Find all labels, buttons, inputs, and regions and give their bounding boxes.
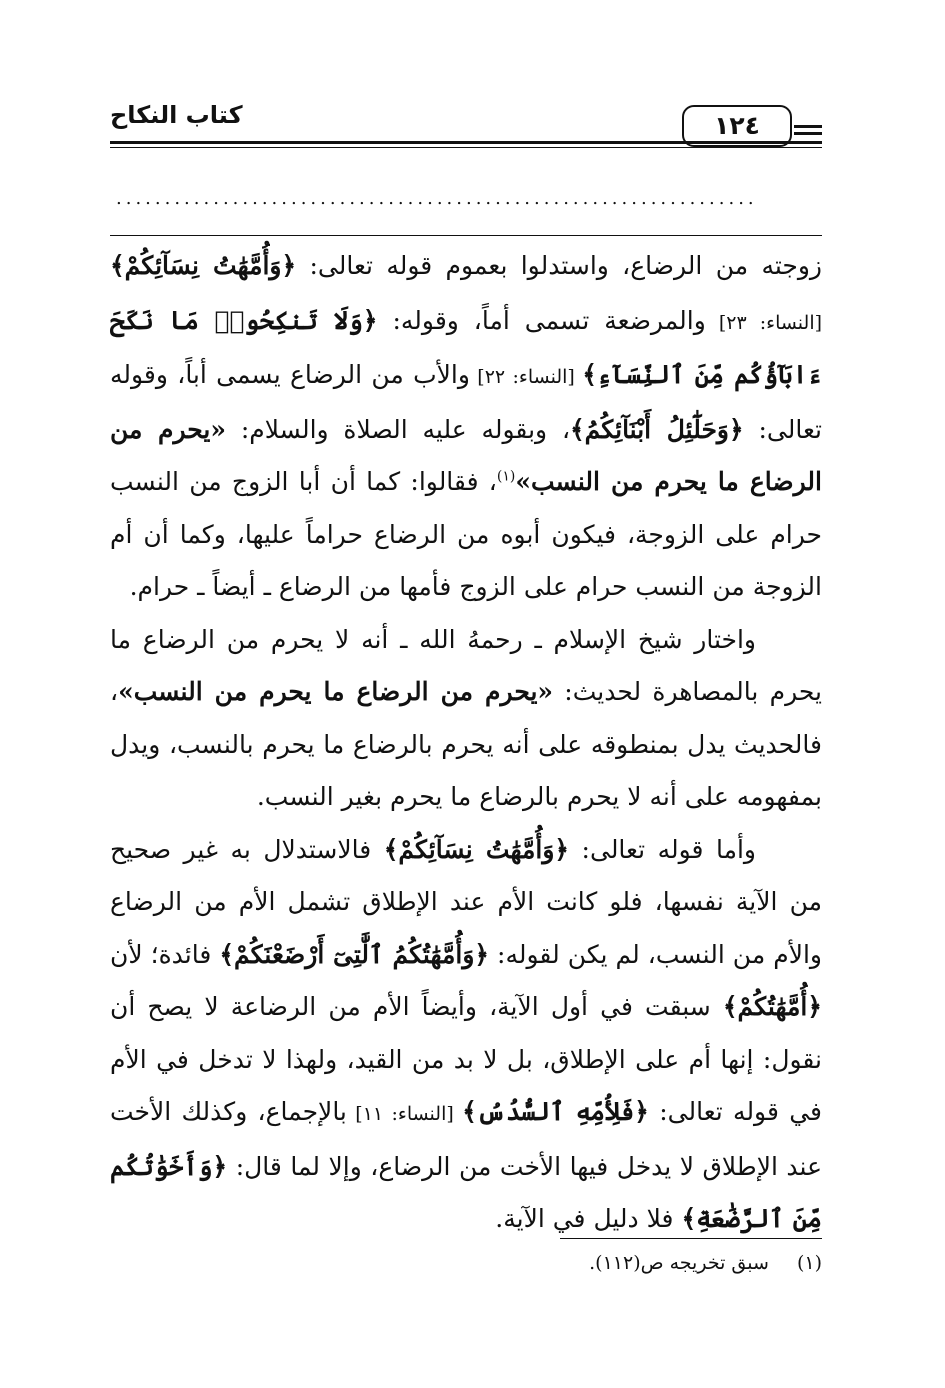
text-run: وأما قوله تعالى: xyxy=(569,834,756,864)
quran-verse: ﴿وَأُمَّهَٰتُكُمُ ٱلَّٰتِىٓ أَرْضَعْنَكُمْ﴾ xyxy=(219,939,490,969)
text-run: فائدة؛ لأن xyxy=(110,939,220,969)
text-run: فلا دليل في الآية. xyxy=(495,1204,682,1233)
text-run: واختار شيخ الإسلام ـ رحمهُ الله ـ أنه لا يحرم من الرضاع ما يحرم بالمصاهرة لحديث: xyxy=(110,624,822,706)
hadith-quote: «يحرم من الرضاع ما يحرم من النسب» xyxy=(110,414,822,496)
text-run: ، فقالوا: كما أن أبا الزوج من النسب حرام على الزوجة، فيكون أبوه من الرضاع حراماً عليها، وكما أن أم الزوجة من النسب حرام على الزوج فأمها من الرضاع ـ أيضاً ـ حرام. xyxy=(110,467,822,601)
quran-verse: ﴿وَحَلَٰٓئِلُ أَبْنَآئِكُمُ﴾ xyxy=(570,414,744,444)
quran-verse: ﴿وَلَا تَنكِحُوا۟ مَا نَكَحَ ءَابَآؤُكُم مِّنَ ٱلنِّسَآءِ﴾ xyxy=(110,305,823,389)
text-run: ، وبقوله عليه الصلاة والسلام: xyxy=(226,414,571,444)
text-run: سبقت في أول الآية، وأيضاً الأم من الرضاعة لا يصح أن نقول: إنها أم على الإطلاق، بل لا بد من القيد، ولهذا لا تدخل في الأم في قوله تعالى: xyxy=(110,992,822,1126)
text-run: ، فالحديث يدل بمنطوقه على أنه يحرم بالرضاع ما يحرم بالنسب، ويدل بمفهومه على أنه لا يحرم بالرضاع ما يحرم بغير النسب. xyxy=(110,677,822,811)
verse-reference: [النساء: ١١] xyxy=(346,1103,463,1125)
footnote-rule xyxy=(560,1238,822,1239)
quran-verse: ﴿فَلِأُمِّهِ ٱلسُّدُسُ﴾ xyxy=(462,1097,649,1126)
quran-verse: ﴿أُمَّهَٰتُكُمْ﴾ xyxy=(722,992,822,1021)
quran-verse: ﴿وَأَخَوَٰتُكُم مِّنَ ٱلرَّضَٰعَةِ﴾ xyxy=(110,1151,822,1233)
text-run: والمرضعة تسمى أماً، وقوله: xyxy=(377,305,706,335)
header-rule xyxy=(110,141,822,144)
header-ornament xyxy=(794,125,822,128)
quran-verse: ﴿وَأُمَّهَٰتُ نِسَآئِكُمْ﴾ xyxy=(110,251,297,280)
footnote-number: (١) xyxy=(796,1252,822,1274)
text-run: زوجته من الرضاع، واستدلوا بعموم قوله تعالى: xyxy=(296,251,822,280)
paragraph-3 xyxy=(110,824,822,1246)
page-header xyxy=(110,95,822,155)
text-run: والأب من الرضاع يسمى أباً، وقوله تعالى: xyxy=(110,360,823,444)
dotted-separator: .................................................................. xyxy=(116,188,758,209)
verse-reference: [النساء: ٢٣] xyxy=(705,311,823,334)
main-text xyxy=(110,240,822,1246)
paragraph-1 xyxy=(110,240,822,614)
header-ornament xyxy=(794,132,822,135)
quran-verse: ﴿وَأُمَّهَٰتُ نِسَآئِكُمْ﴾ xyxy=(383,834,570,864)
footnote-text: سبق تخريجه ص(١١٢). xyxy=(589,1252,769,1274)
text-run: بالإجماع، وكذلك الأخت عند الإطلاق لا يدخل فيها الأخت من الرضاع، وإلا لما قال: xyxy=(110,1097,822,1181)
verse-reference: [النساء: ٢٢] xyxy=(469,366,583,388)
page-number: ١٢٤ xyxy=(682,105,792,147)
text-run: فالاستدلال به غير صحيح من الآية نفسها، فلو كانت الأم عند الإطلاق تشمل الأم من الرضاع والأم من النسب، لم يكن لقوله: xyxy=(110,834,822,969)
book-title: كتاب النكاح xyxy=(110,101,243,129)
hadith-quote: «يحرم من الرضاع ما يحرم من النسب» xyxy=(118,677,554,706)
footnote-marker: (١) xyxy=(496,468,516,485)
footnote xyxy=(222,1248,822,1278)
separator-rule xyxy=(110,235,822,236)
paragraph-2 xyxy=(110,614,822,824)
header-rule-thin xyxy=(110,147,822,148)
